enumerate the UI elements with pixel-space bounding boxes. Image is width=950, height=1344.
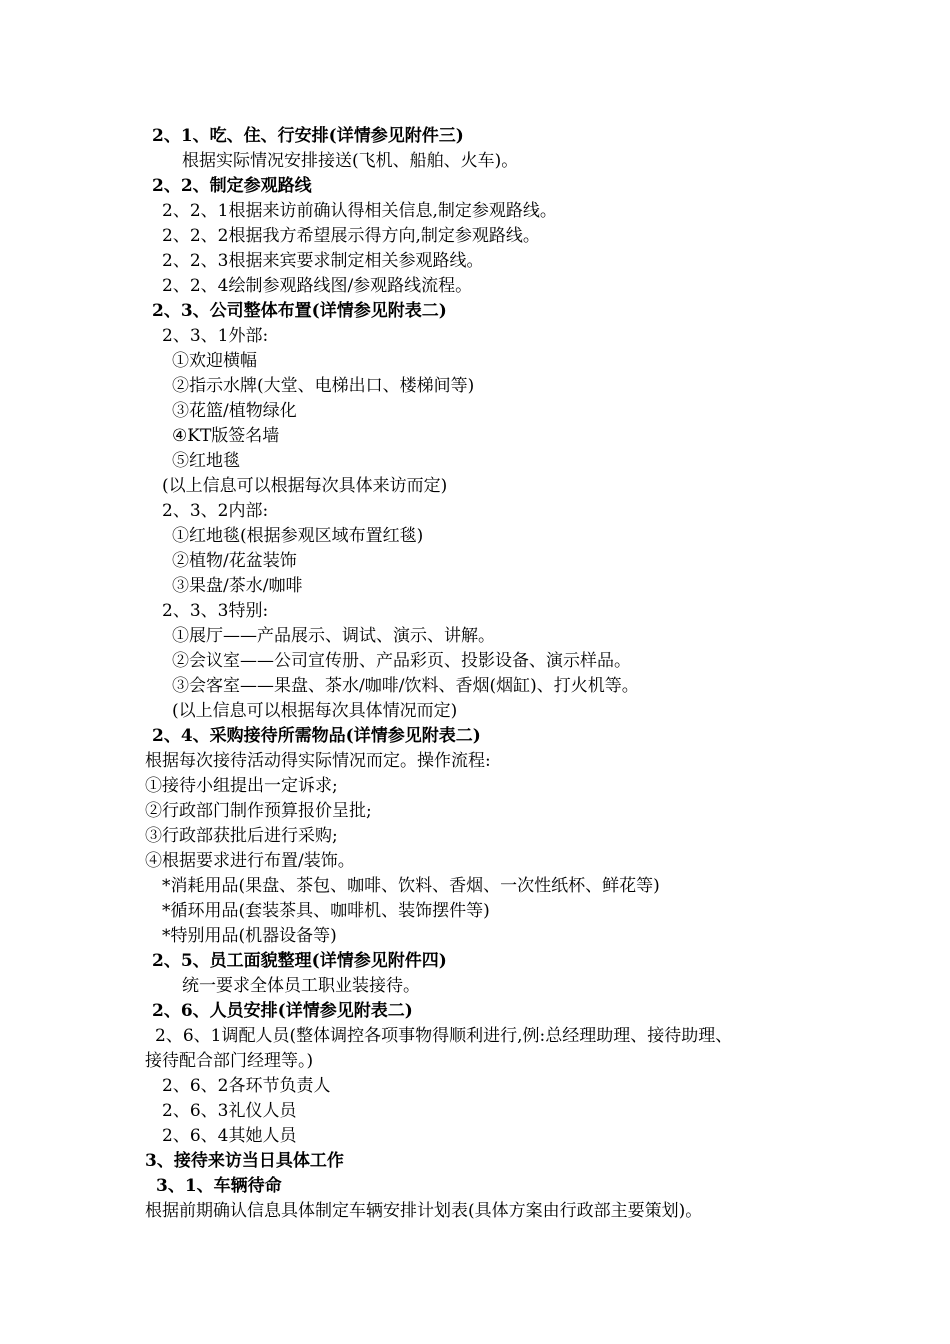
list-item: 2、2、4绘制参观路线图/参观路线流程。 [162,276,473,296]
paragraph-line: 接待配合部门经理等。) [145,1051,314,1071]
section-heading-2-3: 2、3、公司整体布置(详情参见附表二) [152,301,447,321]
list-item: ②指示水牌(大堂、电梯出口、楼梯间等) [172,376,475,396]
list-item: ③果盘/茶水/咖啡 [172,576,303,596]
section-heading-2-6: 2、6、人员安排(详情参见附表二) [152,1001,413,1021]
list-item: ②植物/花盆装饰 [172,551,297,571]
subsection-label: 2、3、3特别: [162,601,269,621]
section-heading-3: 3、接待来访当日具体工作 [145,1151,344,1171]
subsection-label: 2、3、2内部: [162,501,269,521]
list-item: ④根据要求进行布置/装饰。 [145,851,355,871]
section-heading-2-1: 2、1、吃、住、行安排(详情参见附件三) [152,126,464,146]
paragraph-line: 统一要求全体员工职业装接待。 [182,976,420,996]
section-heading-2-5: 2、5、员工面貌整理(详情参见附件四) [152,951,447,971]
list-item: ①欢迎横幅 [172,351,257,371]
list-item: *循环用品(套装茶具、咖啡机、装饰摆件等) [162,901,490,921]
list-item: ①红地毯(根据参观区域布置红毯) [172,526,424,546]
list-item: ③会客室——果盘、茶水/咖啡/饮料、香烟(烟缸)、打火机等。 [172,676,639,696]
paragraph-line: 根据每次接待活动得实际情况而定。操作流程: [145,751,491,771]
list-item: ③花篮/植物绿化 [172,401,297,421]
list-item: ②行政部门制作预算报价呈批; [145,801,372,821]
note-line: (以上信息可以根据每次具体来访而定) [162,476,448,496]
section-heading-3-1: 3、1、车辆待命 [156,1176,282,1196]
list-item: *特别用品(机器设备等) [162,926,337,946]
subsection-label: 2、3、1外部: [162,326,269,346]
list-item: 2、6、1调配人员(整体调控各项事物得顺利进行,例:总经理助理、接待助理、 [155,1026,733,1046]
list-item: *消耗用品(果盘、茶包、咖啡、饮料、香烟、一次性纸杯、鲜花等) [162,876,660,896]
section-heading-2-2: 2、2、制定参观路线 [152,176,312,196]
list-item: 2、2、1根据来访前确认得相关信息,制定参观路线。 [162,201,557,221]
list-item: 2、6、4其她人员 [162,1126,297,1146]
list-item: ⑤红地毯 [172,451,240,471]
list-item: ④KT版签名墙 [172,426,280,446]
list-item: ①展厅——产品展示、调试、演示、讲解。 [172,626,495,646]
list-item: 2、6、3礼仪人员 [162,1101,297,1121]
list-item: ①接待小组提出一定诉求; [145,776,338,796]
list-item: ③行政部获批后进行采购; [145,826,338,846]
note-line: (以上信息可以根据每次具体情况而定) [172,701,458,721]
paragraph-line: 根据实际情况安排接送(飞机、船舶、火车)。 [182,151,519,171]
list-item: ②会议室——公司宣传册、产品彩页、投影设备、演示样品。 [172,651,631,671]
list-item: 2、6、2各环节负责人 [162,1076,331,1096]
list-item: 2、2、3根据来宾要求制定相关参观路线。 [162,251,484,271]
list-item: 2、2、2根据我方希望展示得方向,制定参观路线。 [162,226,540,246]
paragraph-line: 根据前期确认信息具体制定车辆安排计划表(具体方案由行政部主要策划)。 [145,1201,703,1221]
section-heading-2-4: 2、4、采购接待所需物品(详情参见附表二) [152,726,481,746]
